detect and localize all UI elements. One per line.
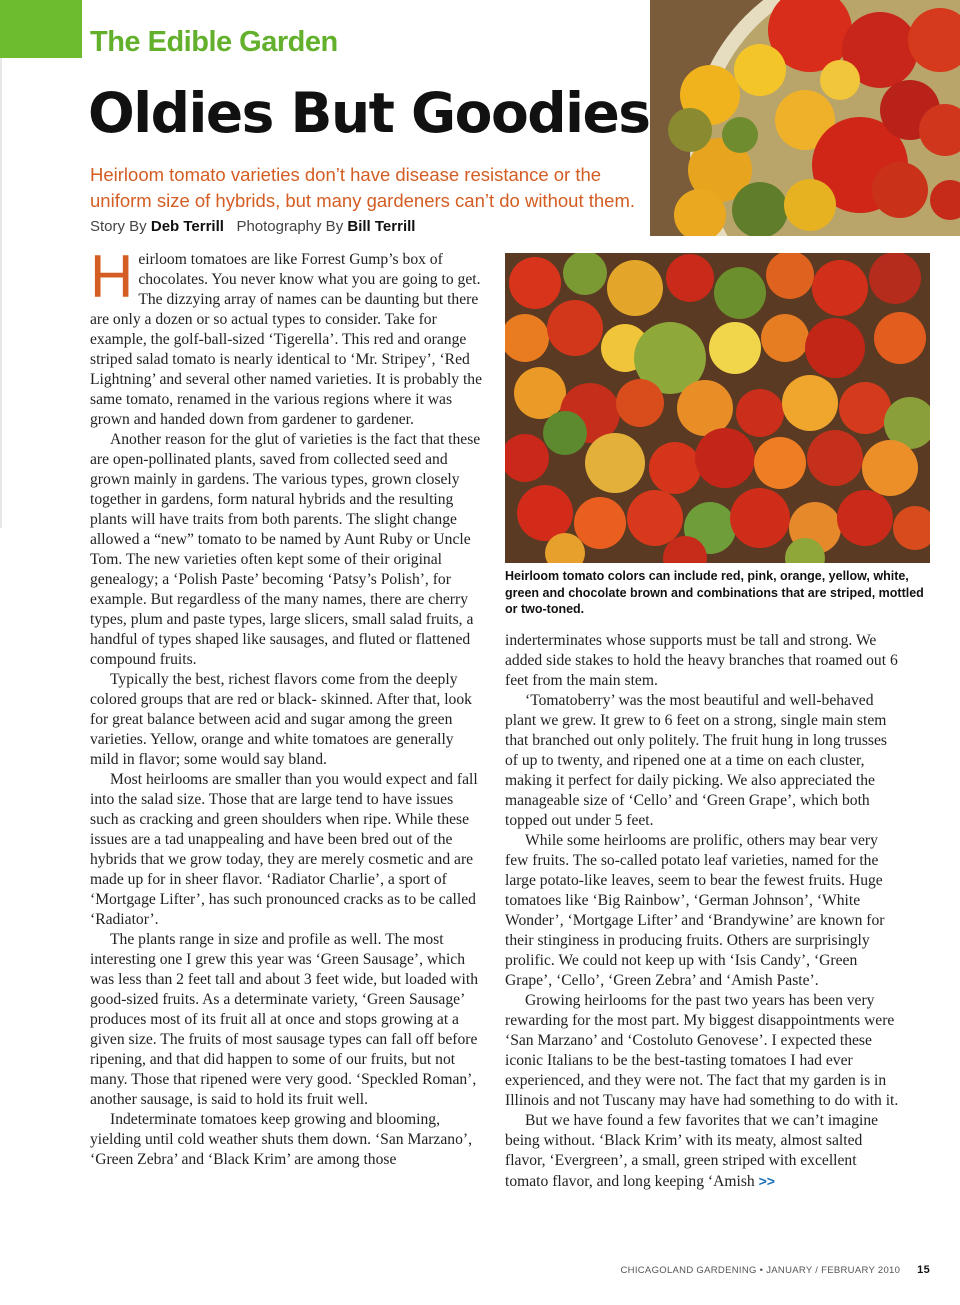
article-paragraph: The plants range in size and profile as well. The most interesting one I grew this year was ‘Green Sausage’, which was less than 2 feet tall and about 3 feet wide, but loaded with good-sized fruits. As a determinate variety, ‘Green Sausage’ produces most of its fruit all at once and stops growing at a given size. The fruits of most sausage types can fall off before ripening, and that did happen to some of our fruits, but not many. Those that ripened were very good. ‘Speckled Roman’, another sausage, is said to hold its fruit well. — [90, 931, 479, 1108]
article-paragraph: Growing heirlooms for the past two years has been very rewarding for the most part. My biggest disappointments were ‘San Marzano’ and ‘Costoluto Genovese’. I expected these iconic Italians to be the best-tasting tomatoes I had ever experienced, and they were not. The fact that my garden is in Illinois and not Tuscany may have had something to do with it. — [505, 992, 899, 1109]
section-color-block — [0, 0, 82, 58]
footer-separator: • — [759, 1265, 764, 1276]
section-title: The Edible Garden — [90, 26, 338, 58]
article-paragraph: Another reason for the glut of varieties is the fact that these are open-pollinated plants, saved from collected seed and grown mainly in gardens. The various types, grown closely together in gardens, form natural hybrids and the resulting plants will have traits from both parents. The slight change allowed a “new” tomato to be named by Aunt Ruby or Uncle Tom. The new varieties often kept some of their original genealogy; a ‘Polish Paste’ becoming ‘Patsy’s Polish’, for example. But regardless of the many names, there are cherry types, plum and paste types, large slicers, small salad fruits, a handful of types shaped like sausages, and fluted or flattened compound fruits. — [90, 431, 481, 668]
article-dek: Heirloom tomato varieties don’t have disease resistance or the uniform size of hybrids, but many gardeners can’t do without them. — [90, 164, 635, 211]
article-paragraph: ‘Tomatoberry’ was the most beautiful and well-behaved plant we grew. It grew to 6 feet on a strong, single main stem that branched out only politely. The fruit hung in long trusses of up to twenty, and ripened one at a time on each cluster, making it perfect for daily picking. We also appreciated the manageable size of ‘Cello’ and ‘Green Grape’, which both topped out under 5 feet. — [505, 692, 887, 829]
byline — [90, 218, 415, 235]
paragraph-text: eirloom tomatoes are like Forrest Gump’s box of chocolates. You never know what you are going to get. The dizzying array of names can be daunting but there are only a dozen or so actual types to consider. Take for example, the golf-ball-sized ‘Tigerella’. This red and orange striped salad tomato is nearly identical to ‘Mr. Stripey’, ‘Red Lightning’ and several other named varieties. It is probably the same tomato, renamed in the various regions where it was grown and handed down from gardener to gardener. — [90, 251, 483, 428]
publication-name: CHICAGOLAND GARDENING — [620, 1265, 757, 1276]
article-paragraph — [90, 243, 485, 430]
story-prefix: Story By — [90, 218, 147, 235]
page-footer — [621, 1264, 930, 1276]
article-paragraph: inderterminates whose supports must be tall and strong. We added side stakes to hold the heavy branches that roamed out 6 feet from the main stem. — [505, 632, 898, 689]
page-number: 15 — [917, 1264, 930, 1276]
continued-arrow-icon[interactable]: >> — [758, 1173, 775, 1189]
photo-caption: Heirloom tomato colors can include red, pink, orange, yellow, white, green and chocolate brown and combinations that are striped, mottled or two-toned. — [505, 569, 924, 616]
article-paragraph: While some heirlooms are prolific, others may bear very few fruits. The so-called potato leaf varieties, named for the large potato-like leaves, seem to bear the fewest fruits. Huge tomatoes like ‘Big Rainbow’, ‘German Johnson’, ‘White Wonder’, ‘Mortgage Lifter’ and ‘Brandywine’ are known for their stinginess in producing fruits. Others are surprisingly prolific. We could not keep up with ‘Isis Candy’, ‘Green Grape’, ‘Cello’, ‘Green Zebra’ and ‘Amish Paste’. — [505, 832, 885, 989]
article-column-left — [90, 243, 485, 1170]
photographer-name: Bill Terrill — [347, 218, 416, 235]
article-headline: Oldies But Goodies — [88, 81, 650, 145]
paragraph-text: But we have found a few favorites that we can’t imagine being without. ‘Black Krim’ with its meaty, almost salted flavor, ‘Evergreen’, a small, green striped with excellent tomato flavor, and long keeping ‘Amish — [505, 1112, 879, 1190]
article-column-right — [505, 631, 900, 1192]
article-paragraph — [505, 1111, 900, 1192]
issue-date: JANUARY / FEBRUARY 2010 — [766, 1265, 901, 1276]
author-name: Deb Terrill — [150, 218, 224, 235]
article-paragraph: Typically the best, richest flavors come from the deeply colored groups that are red or black- skinned. After that, look for great balance between acid and sugar among the green varieties. Yellow, orange and white tomatoes are generally mild in flavor; some would say bland. — [90, 671, 472, 768]
photo-prefix: Photography By — [236, 218, 344, 235]
tomato-bowl-photo — [650, 0, 960, 236]
drop-cap: H — [90, 243, 134, 310]
article-paragraph: Most heirlooms are smaller than you would expect and fall into the salad size. Those that are large tend to have issues such as cracking and green shoulders when ripe. While these issues are a tad unappealing and have been bred out of the hybrids that we grow today, they are merely cosmetic and are made up for in sheer flavor. ‘Radiator Charlie’, a sport of ‘Mortgage Lifter’, has such pronounced cracks as to be called ‘Radiator’. — [90, 771, 478, 928]
article-paragraph: Indeterminate tomatoes keep growing and blooming, yielding until cold weather shuts them down. ‘San Marzano’, ‘Green Zebra’ and ‘Black Krim’ are among those — [90, 1111, 472, 1168]
margin-rule — [0, 58, 2, 528]
heirloom-pile-photo — [505, 253, 930, 563]
